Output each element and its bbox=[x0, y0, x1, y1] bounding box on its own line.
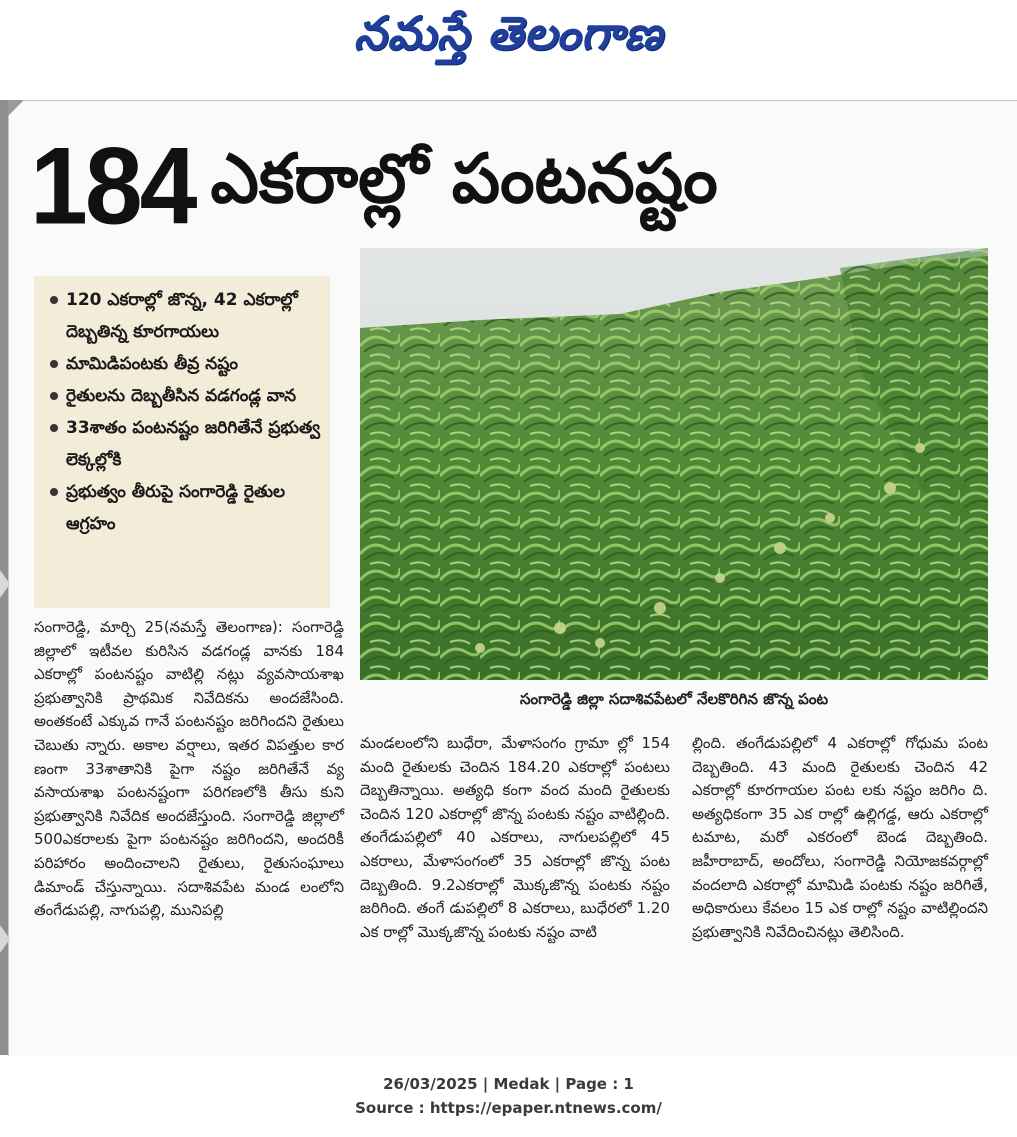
article-text: మండలంలోని బుధేరా, మేళాసంగం గ్రామా ల్లో 154 మంది రైతులకు చెందిన 184.20 ఎకరాల్లో పంటలు దెబ్బతిన్నాయి. అత్యధి కంగా వంద మంది రైతులకు చెందిన 120 ఎకరాల్లో జొన్న పంటకు నష్టం వాటిల్లింది. తంగేడుపల్లిలో 40 ఎకరాలు, నాగులపల్లిలో 45 ఎకరాలు, మేళాసంగంలో 35 ఎకరాల్లో జొన్న పంట దెబ్బతింది. 9.2ఎకరాల్లో మొక్కజొన్న పంటకు నష్టం జరిగింది. తంగే డుపల్లిలో 8 ఎకరాలు, బుధేరలో 1.20 ఎక రాల్లో మొక్కజొన్న పంటకు నష్టం వాటి bbox=[360, 734, 670, 941]
highlight-item: 120 ఎకరాల్లో జొన్న, 42 ఎకరాల్లో దెబ్బతిన్న కూరగాయలు bbox=[48, 284, 322, 348]
article-text: సంగారెడ్డి, మార్చి 25(నమస్తే తెలంగాణ): సంగారెడ్డి జిల్లాలో ఇటీవల కురిసిన వడగండ్ల వానకు 184 ఎకరాల్లో పంటనష్టం వాటిల్లి నట్లు వ్యవసాయశాఖ ప్రభుత్వానికి ప్రాథమిక నివేదికను అందజేసింది. అంతకంటే ఎక్కువ గానే పంటనష్టం జరిగిందని రైతులు చెబుతు న్నారు. అకాల వర్షాలు, ఇతర విపత్తుల కార ణంగా 33శాతానికి పైగా నష్టం జరిగితేనే వ్య వసాయశాఖ పంటనష్టంగా పరిగణలోకి తీసు కుని ప్రభుత్వానికి నివేదిక అందజేస్తుంది. సంగారెడ్డి జిల్లాలో 500ఎకరాలకు పైగా పంటనష్టం జరిగిందని, అందరికీ పరిహారం అందించాలని రైతులు, రైతుసంఘాలు డిమాండ్ చేస్తున్నాయి. సదాశివపేట మండ లంలోని తంగేడుపల్లి, నాగుపల్లి, మునిపల్లి bbox=[34, 618, 344, 920]
fold-corner bbox=[8, 100, 24, 116]
footer bbox=[0, 1072, 1017, 1120]
article-column-2 bbox=[360, 732, 670, 944]
source-link[interactable]: Source : https://epaper.ntnews.com/ bbox=[355, 1099, 662, 1117]
masthead bbox=[0, 6, 1017, 76]
highlight-item: రైతులను దెబ్బతీసిన వడగండ్ల వాన bbox=[48, 380, 322, 412]
highlights-box bbox=[34, 276, 330, 608]
side-arrow-icon bbox=[0, 925, 10, 953]
highlight-item: మామిడిపంటకు తీవ్ర నష్టం bbox=[48, 348, 322, 380]
photo-caption: సంగారెడ్డి జిల్లా సదాశివపేటలో నేలకొరిగిన జొన్న పంట bbox=[519, 690, 829, 708]
article-text: ల్లింది. తంగేడుపల్లిలో 4 ఎకరాల్లో గోధుమ పంట దెబ్బతింది. 43 మంది రైతులకు చెందిన 42 ఎకరాల్లో కూరగాయల పంట లకు నష్టం జరిగిం ది. అత్యధికంగా 35 ఎక రాల్లో ఉల్లిగడ్డ, ఆరు ఎకరాల్లో టమాట, మరో ఎకరంలో బెండ దెబ్బతింది. జహీరాబాద్, అందోలు, సంగారెడ్డి నియోజకవర్గాల్లో వందలాది ఎకరాల్లో మామిడి పంటకు నష్టం జరిగితే, అధికారులు కేవలం 15 ఎక రాల్లో నష్టం వాటిల్లిందని ప్రభుత్వానికి నివేదించినట్లు తెలిసింది. bbox=[692, 734, 988, 941]
headline-number: 184 bbox=[30, 126, 195, 248]
headline bbox=[30, 126, 1000, 248]
highlight-item: ప్రభుత్వం తీరుపై సంగారెడ్డి రైతుల ఆగ్రహం bbox=[48, 476, 322, 540]
article-column-3 bbox=[692, 732, 988, 944]
side-arrow-icon bbox=[0, 570, 10, 598]
headline-text: ఎకరాల్లో పంటనష్టం bbox=[210, 140, 718, 219]
highlight-item: 33శాతం పంటనష్టం జరిగితేనే ప్రభుత్వ లెక్కల్లోకి bbox=[48, 412, 322, 476]
article-column-1 bbox=[34, 616, 344, 923]
crop-damage-photo bbox=[360, 248, 988, 680]
edition-info: 26/03/2025 | Medak | Page : 1 bbox=[383, 1075, 634, 1093]
newspaper-title: నమస్తే తెలంగాణ bbox=[353, 6, 664, 60]
